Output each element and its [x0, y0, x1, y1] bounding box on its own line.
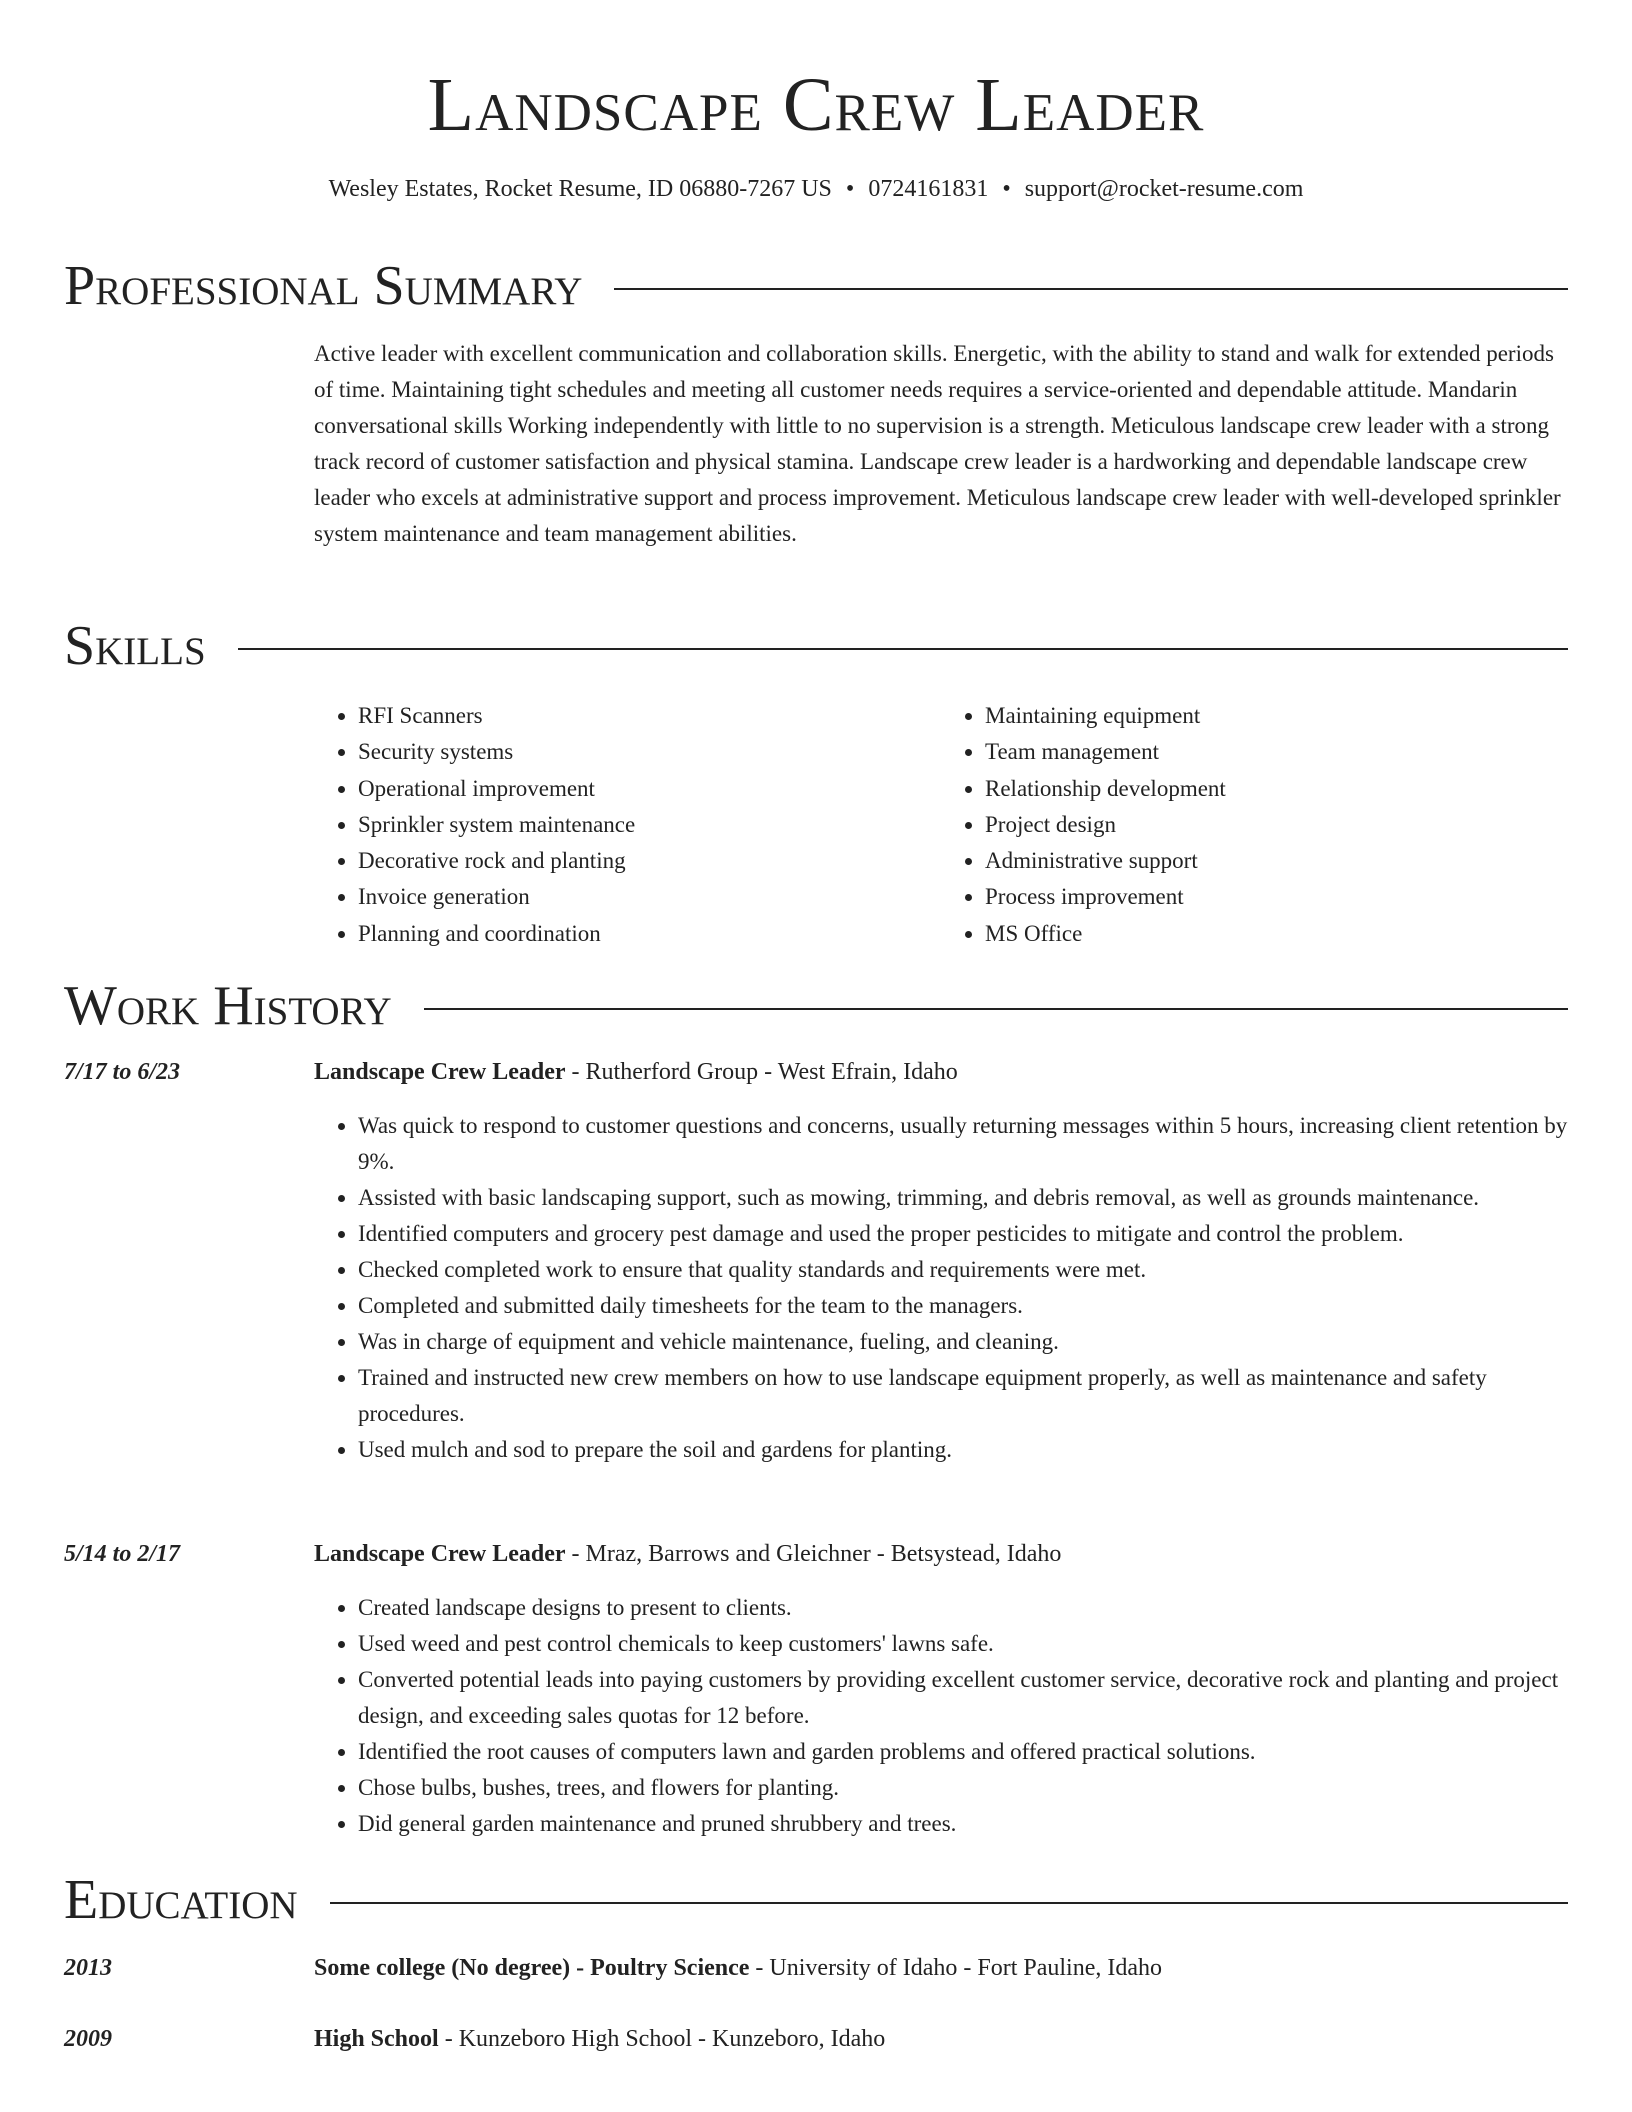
skill-item: • Maintaining equipment — [985, 698, 1568, 734]
section-title: Work History — [64, 975, 392, 1037]
address: Wesley Estates, Rocket Resume, ID 06880-7267 US — [328, 176, 832, 202]
skill-item: • Administrative support — [985, 843, 1568, 879]
job-bullet: • Assisted with basic landscaping support, such as mowing, trimming, and debris removal, as well as grounds maintenance. — [358, 1180, 1568, 1216]
summary-header — [64, 254, 1568, 318]
skill-item: • RFI Scanners — [358, 698, 941, 734]
job-bullet: • Was in charge of equipment and vehicle maintenance, fueling, and cleaning. — [358, 1324, 1568, 1360]
job-details: - Rutherford Group - West Efrain, Idaho — [565, 1059, 958, 1085]
skill-item: • Decorative rock and planting — [358, 843, 941, 879]
skill-item: • Planning and coordination — [358, 916, 941, 952]
job-bullets — [314, 1590, 1568, 1842]
job-bullet: • Checked completed work to ensure that quality standards and requirements were met. — [358, 1252, 1568, 1288]
job-bullet: • Completed and submitted daily timesheets for the team to the managers. — [358, 1288, 1568, 1324]
job-title-line — [314, 1056, 958, 1088]
skills-column-right — [941, 698, 1568, 952]
job-dates: 7/17 to 6/23 — [64, 1059, 181, 1085]
job-role: Landscape Crew Leader — [314, 1059, 566, 1085]
skill-item: • Invoice generation — [358, 879, 941, 915]
job-bullet: • Identified the root causes of computers lawn and garden problems and offered practical solutions. — [358, 1734, 1568, 1770]
skill-item: • Process improvement — [985, 879, 1568, 915]
skill-item: • Security systems — [358, 734, 941, 770]
job-bullet: • Used mulch and sod to prepare the soil and gardens for planting. — [358, 1432, 1568, 1468]
job-bullet: • Identified computers and grocery pest damage and used the proper pesticides to mitigate and control the problem. — [358, 1216, 1568, 1252]
job-details: - Mraz, Barrows and Gleichner - Betsystead, Idaho — [565, 1541, 1062, 1567]
job-bullet: • Was quick to respond to customer questions and concerns, usually returning messages within 5 hours, increasing client retention by 9%. — [358, 1108, 1568, 1180]
education-degree: Some college (No degree) - Poultry Science — [314, 1955, 750, 1981]
skills-list — [314, 698, 1568, 952]
skill-item: • Team management — [985, 734, 1568, 770]
job-bullet: • Created landscape designs to present to clients. — [358, 1590, 1568, 1626]
education-degree: High School — [314, 2026, 439, 2052]
section-title: Professional Summary — [64, 255, 583, 317]
job-bullets — [314, 1108, 1568, 1468]
divider — [614, 288, 1568, 290]
education-year: 2013 — [64, 1955, 112, 1981]
job-title-line — [314, 1538, 1061, 1570]
candidate-name: Landscape Crew Leader — [427, 63, 1205, 147]
education-details: - Kunzeboro High School - Kunzeboro, Idaho — [438, 2026, 886, 2052]
education-year: 2009 — [64, 2026, 112, 2052]
summary-text: Active leader with excellent communication and collaboration skills. Energetic, with the ability to stand and walk for extended periods of time. Maintaining tight schedules and meeting all customer needs requires a service-oriented and dependable attitude. Mandarin conversational skills Working independently with little to no supervision is a strength. Meticulous landscape crew leader with a strong track record of customer satisfaction and physical stamina. Landscape crew leader is a hardworking and dependable landscape crew leader who excels at administrative support and process improvement. Meticulous landscape crew leader with well-developed sprinkler system maintenance and team management abilities. — [314, 341, 1561, 546]
section-title: Education — [64, 1869, 298, 1931]
divider — [238, 648, 1568, 650]
skill-item: • Sprinkler system maintenance — [358, 807, 941, 843]
skill-item: • Relationship development — [985, 771, 1568, 807]
job-bullet: • Trained and instructed new crew members on how to use landscape equipment properly, as well as maintenance and safety procedures. — [358, 1360, 1568, 1432]
separator: • — [845, 176, 855, 202]
work-header — [64, 974, 1568, 1038]
phone: 0724161831 — [868, 176, 989, 202]
skills-column-left — [314, 698, 941, 952]
job-bullet: • Used weed and pest control chemicals to keep customers' lawns safe. — [358, 1626, 1568, 1662]
email: support@rocket-resume.com — [1024, 176, 1304, 202]
education-line — [314, 2023, 885, 2055]
skills-header — [64, 614, 1568, 678]
separator: • — [1002, 176, 1011, 202]
job-bullet: • Did general garden maintenance and pruned shrubbery and trees. — [358, 1806, 1568, 1842]
skill-item: • Operational improvement — [358, 771, 941, 807]
job-bullet: • Chose bulbs, bushes, trees, and flowers for planting. — [358, 1770, 1568, 1806]
contact-line — [0, 174, 1632, 204]
divider — [424, 1008, 1568, 1010]
job-role: Landscape Crew Leader — [314, 1541, 566, 1567]
education-header — [64, 1868, 1568, 1932]
job-dates: 5/14 to 2/17 — [64, 1541, 181, 1567]
education-details: - University of Idaho - Fort Pauline, Idaho — [749, 1955, 1163, 1981]
education-line — [314, 1952, 1162, 1984]
section-title: Skills — [64, 615, 206, 677]
skill-item: • Project design — [985, 807, 1568, 843]
skill-item: • MS Office — [985, 916, 1568, 952]
job-bullet: • Converted potential leads into paying customers by providing excellent customer service, decorative rock and planting and project design, and exceeding sales quotas for 12 before. — [358, 1662, 1568, 1734]
divider — [330, 1902, 1568, 1904]
